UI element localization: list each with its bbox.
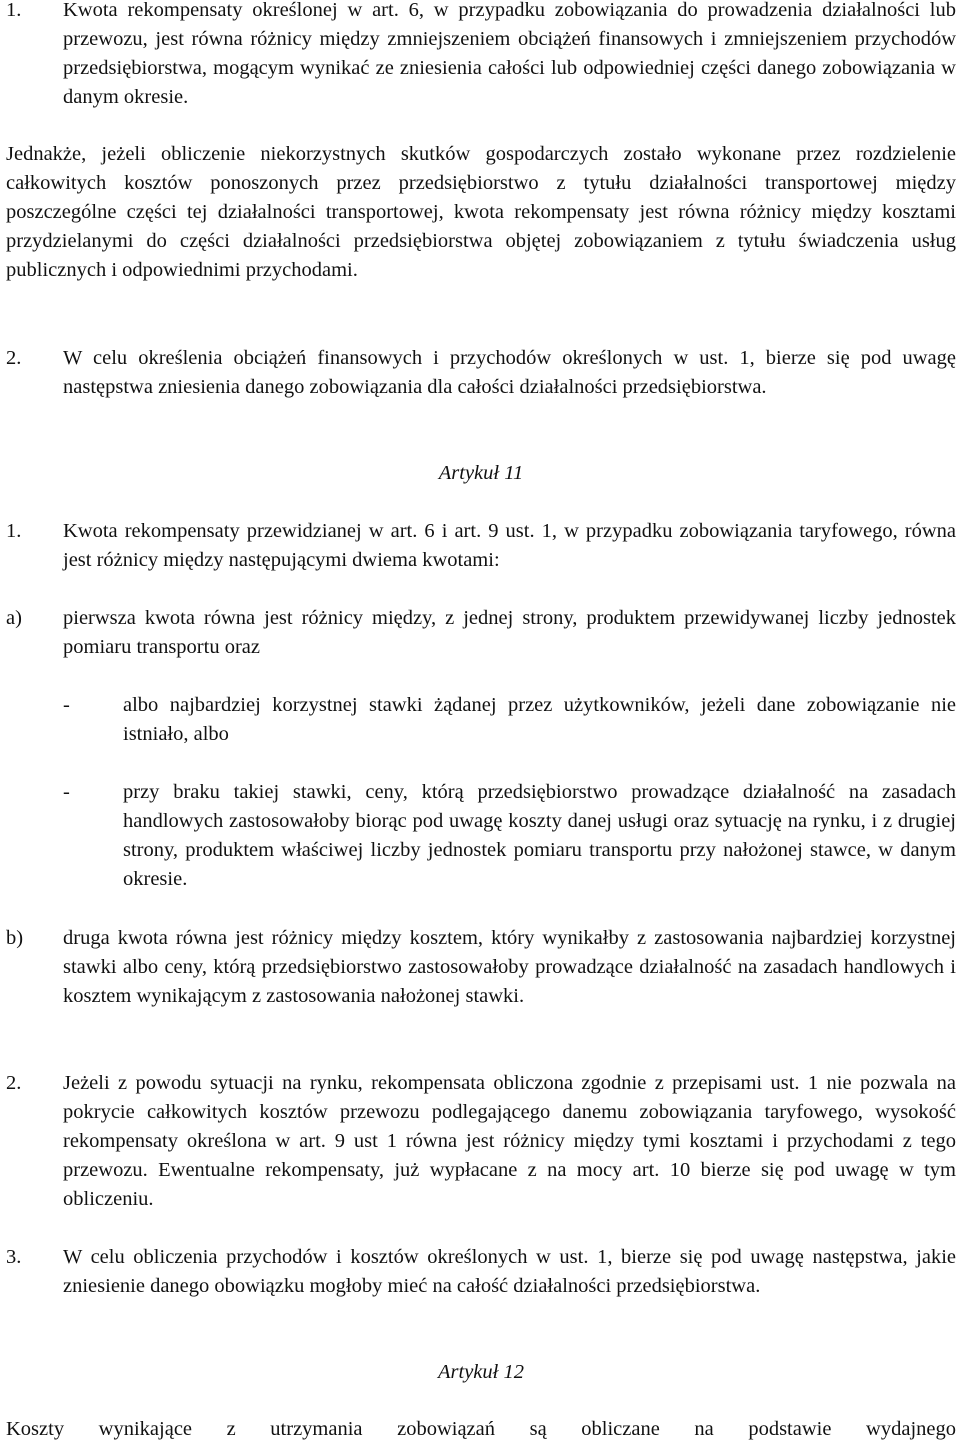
list-item-text: druga kwota równa jest różnicy między kosztem, który wynikałby z zastosowania najbardziej korzystnej stawki albo ceny, którą przedsiębiorstwo zastosowałoby prowadzące działalność na zasadach handlowych i kosztem wynikającym z zastosowania nałożonej stawki. [63,927,956,1007]
paragraph-text: Jeżeli z powodu sytuacji na rynku, rekompensata obliczona zgodnie z przepisami ust. 1 nie pozwala na pokrycie całkowitych kosztów przewozu podlegającego danemu zobowiązania taryfowego, wysokość rekompensaty określona w art. 9 ust 1 równa jest różnicy między tymi kosztami i przychodami z tego przewozu. Ewentualne rekompensaty, już wypłacane z na mocy art. 10 bierze się pod uwagę w tym obliczeniu. [63,1072,956,1210]
dash-item-text: albo najbardziej korzystnej stawki żądanej przez użytkowników, jeżeli dane zobowiązanie nie istniało, albo [123,694,956,745]
paragraph-number: 2. [6,1072,22,1094]
paragraph-number: 2. [6,347,22,369]
paragraph-text: Kwota rekompensaty określonej w art. 6, w przypadku zobowiązania do prowadzenia działalności lub przewozu, jest równa różnicy między zmniejszeniem obciążeń finansowych i zmniejszeniem przychodów przedsiębiorstwa, mogącym wynikać ze zniesienia całości lub odpowiedniej części danego zobowiązania w danym okresie. [63,0,956,108]
article-11-heading: Artykuł 11 [438,462,524,484]
paragraph-2 [6,344,956,402]
dash-item-2 [6,778,956,894]
dash-mark: - [63,781,70,803]
list-item-b [6,924,956,1011]
paragraph-number: 3. [6,1246,22,1268]
dash-mark: - [63,694,70,716]
paragraph-number: 1. [6,0,22,21]
list-item-a [6,604,956,662]
list-item-label: b) [6,927,24,949]
article-11-paragraph-2 [6,1069,956,1214]
paragraph-text: W celu określenia obciążeń finansowych i przychodów określonych w ust. 1, bierze się pod uwagę następstwa zniesienia danego zobowiązania dla całości działalności przedsiębiorstwa. [63,347,956,398]
article-11-paragraph-1 [6,517,956,575]
paragraph-text: Kwota rekompensaty przewidzianej w art. 6 i art. 9 ust. 1, w przypadku zobowiązania taryfowego, równa jest różnicy między następującymi dwiema kwotami: [63,520,956,571]
dash-item-1 [6,691,956,749]
list-item-text: pierwsza kwota równa jest różnicy między, z jednej strony, produktem przewidywanej liczby jednostek pomiaru transportu oraz [63,607,956,658]
article-12-text: Koszty wynikające z utrzymania zobowiązań są obliczane na podstawie wydajnego [6,1418,956,1440]
paragraph-jednakze: Jednakże, jeżeli obliczenie niekorzystnych skutków gospodarczych zostało wykonane przez rozdzielenie całkowitych kosztów ponoszonych przez przedsiębiorstwo z tytułu działalności transportowej między poszczególne części tej działalności transportowej, kwota rekompensaty jest równa różnicy między kosztami przydzielanymi do części działalności przedsiębiorstwa objętej zobowiązaniem z tytułu świadczenia usług publicznych i odpowiednimi przychodami. [6,143,956,281]
paragraph-number: 1. [6,520,22,542]
article-12-heading: Artykuł 12 [438,1361,524,1383]
paragraph-1 [6,0,956,112]
article-11-paragraph-3 [6,1243,956,1301]
list-item-label: a) [6,607,22,629]
dash-item-text: przy braku takiej stawki, ceny, którą przedsiębiorstwo prowadzące działalność na zasadach handlowych zastosowałoby biorąc pod uwagę koszty danej usługi oraz sytuację na rynku, i z drugiej strony, produktem właściwej liczby jednostek pomiaru transportu przy nałożonej stawce, w danym okresie. [123,781,956,890]
paragraph-text: W celu obliczenia przychodów i kosztów określonych w ust. 1, bierze się pod uwagę następstwa, jakie zniesienie danego obowiązku mogłoby mieć na całość działalności przedsiębiorstwa. [63,1246,956,1297]
